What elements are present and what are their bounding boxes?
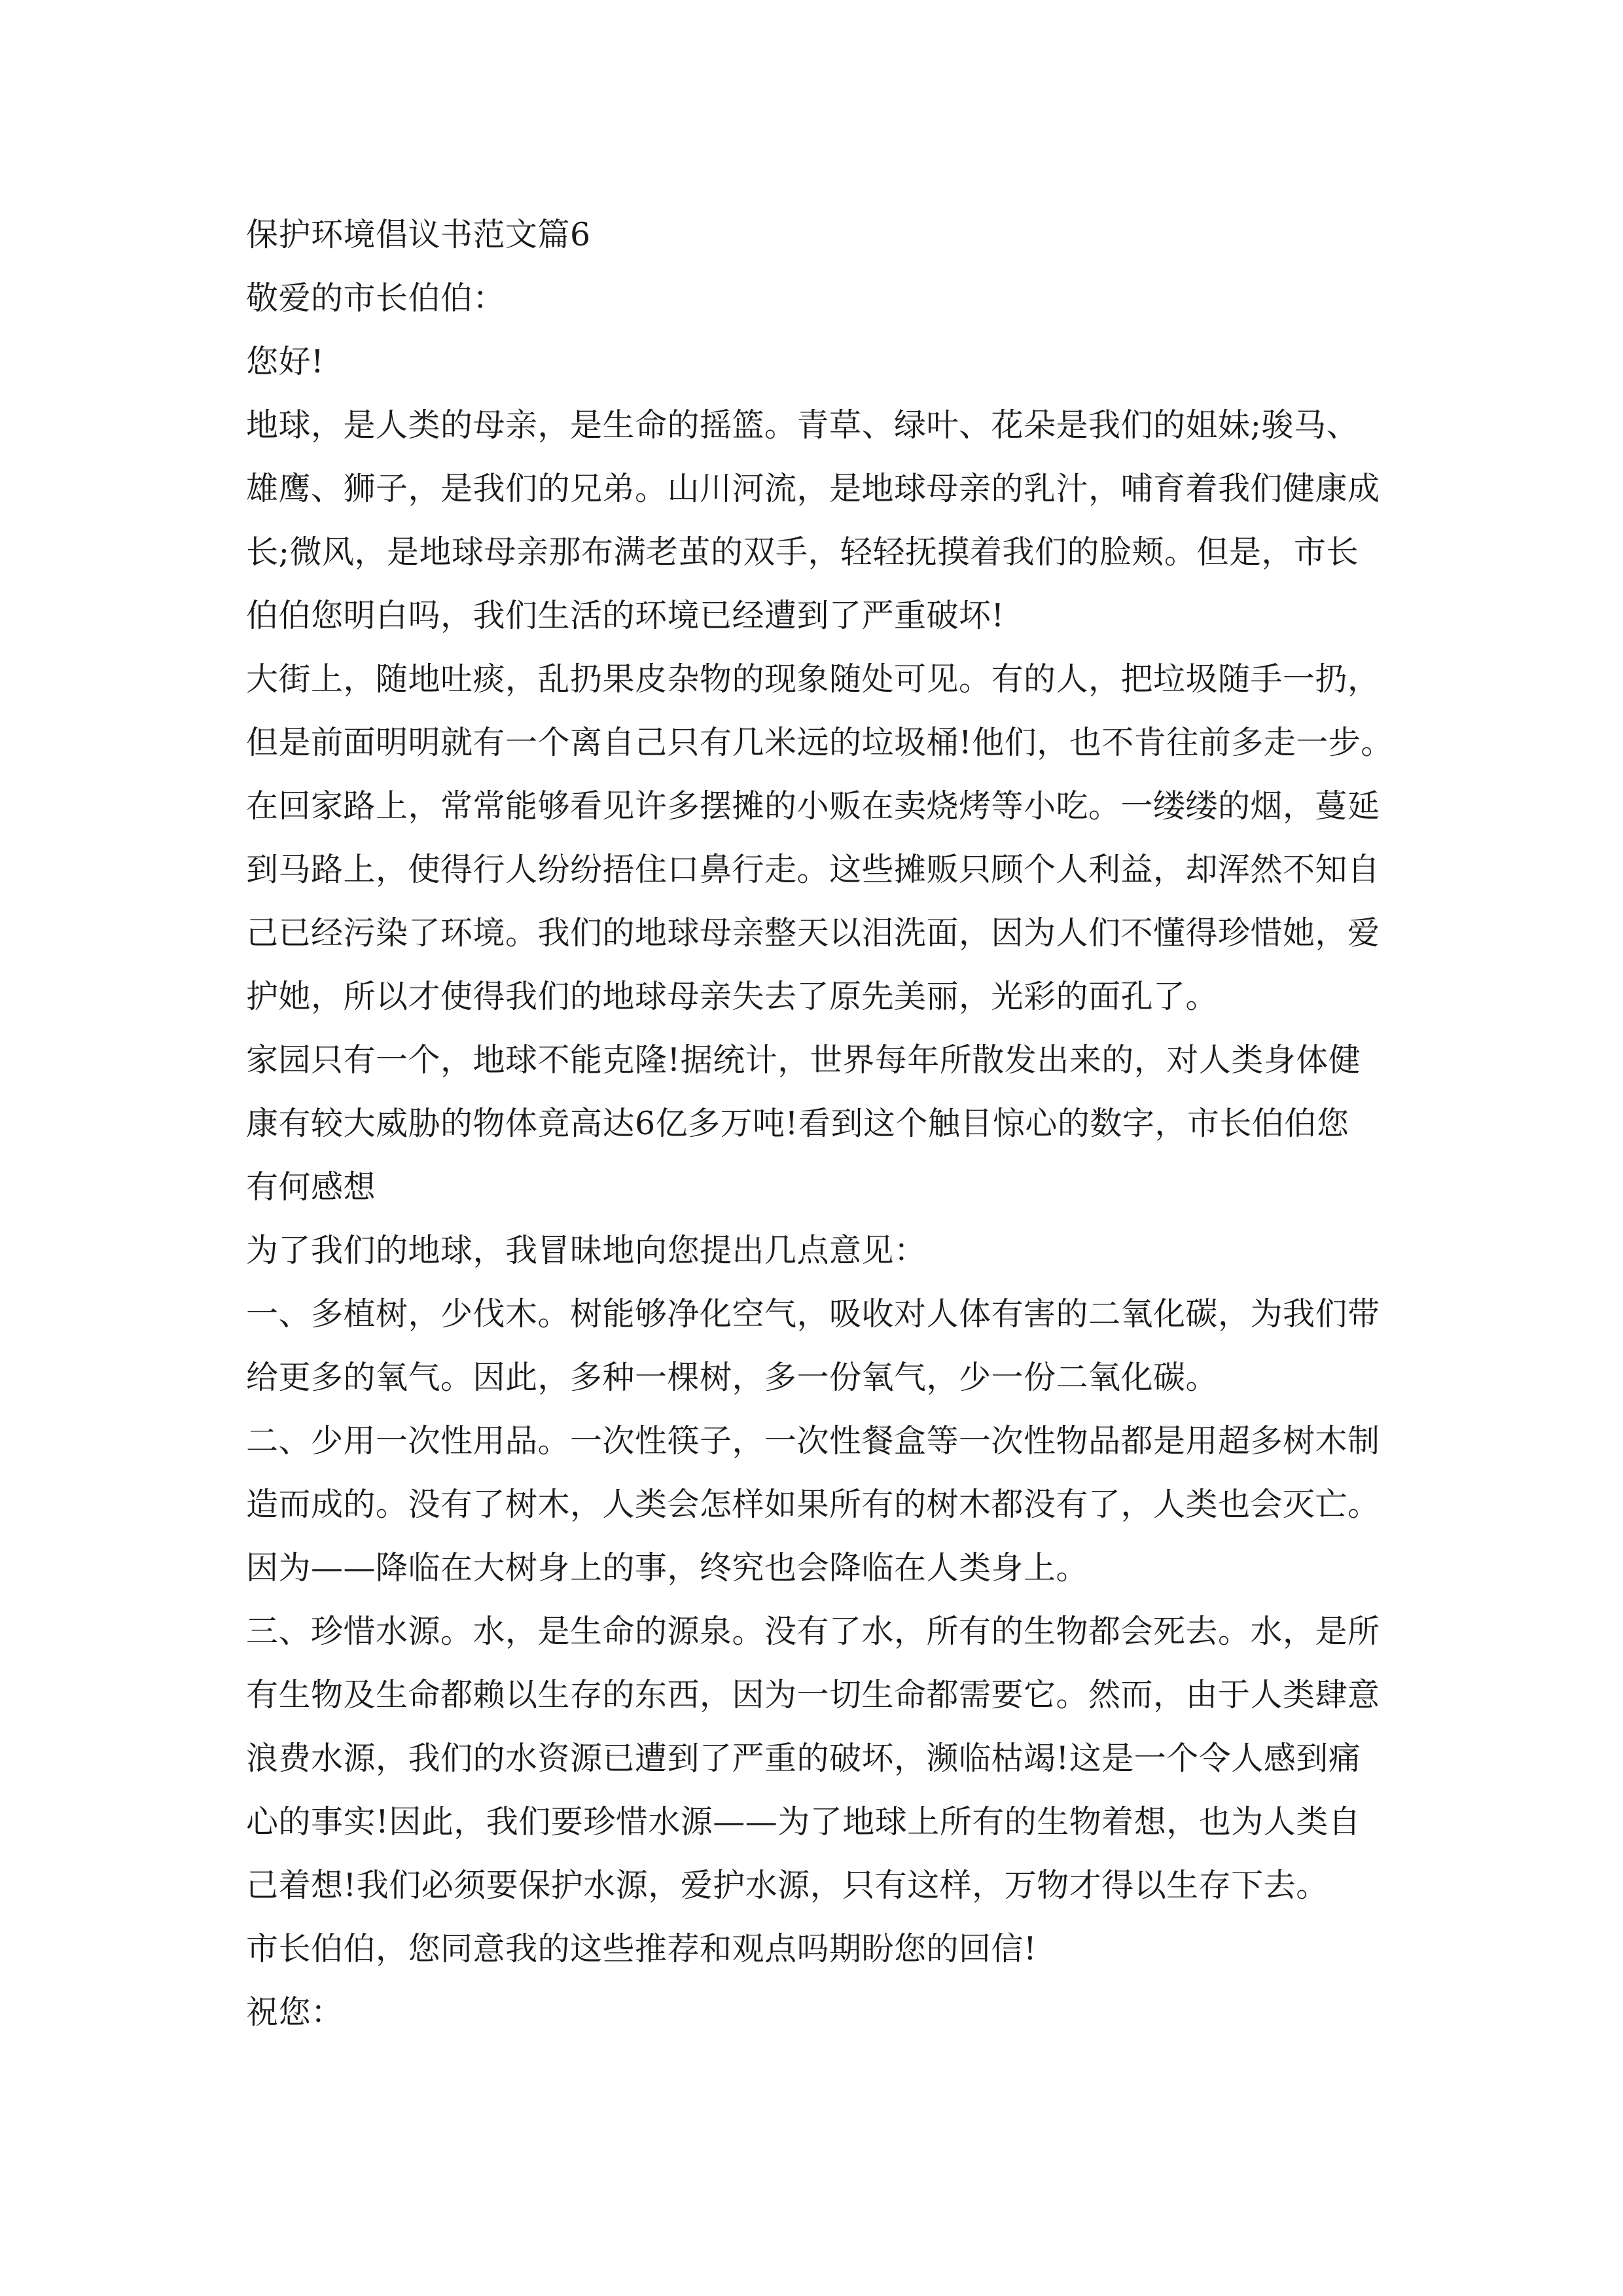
document-title: 保护环境倡议书范文篇6 (246, 216, 591, 253)
paragraph: 大街上，随地吐痰，乱扔果皮杂物的现象随处可见。有的人，把垃圾随手一扔， 但是前面明明就有一个离自己只有几米远的垃圾桶!他们，也不肯往前多走一步。 在回家路上，常常能够看见许多摆摊的小贩在卖烧烤等小吃。一缕缕的烟，蔓延 到马路上，使得行人纷纷捂住口鼻行走。这些摊贩只顾个人利益，却浑然不知自 己已经污染了环境。我们的地球母亲整天以泪洗面，因为人们不懂得珍惜她，爱 护她，所以才使得我们的地球母亲失去了原先美丽，光彩的面孔了。 (246, 660, 1393, 1015)
closing: 祝您： (246, 1994, 344, 2031)
paragraph: 市长伯伯，您同意我的这些推荐和观点吗期盼您的回信! (246, 1930, 1037, 1967)
greeting: 您好! (246, 343, 325, 380)
paragraph: 为了我们的地球，我冒昧地向您提出几点意见： (246, 1232, 927, 1269)
paragraph: 家园只有一个，地球不能克隆!据统计，世界每年所散发出来的，对人类身体健 康有较大威胁的物体竟高达6亿多万吨!看到这个触目惊心的数字，市长伯伯您 有何感想 (246, 1041, 1361, 1206)
paragraph: 三、珍惜水源。水，是生命的源泉。没有了水，所有的生物都会死去。水，是所 有生物及生命都赖以生存的东西，因为一切生命都需要它。然而，由于人类肆意 浪费水源，我们的水资源已遭到了严重的破坏，濒临枯竭!这是一个令人感到痛 心的事实!因此，我们要珍惜水源——为了地球上所有的生物着想，也为人类自 己着想!我们必须要保护水源，爱护水源，只有这样，万物才得以生存下去。 (246, 1613, 1380, 1904)
document-body (246, 203, 1398, 2044)
paragraph: 一、多植树，少伐木。树能够净化空气，吸收对人体有害的二氧化碳，为我们带 给更多的氧气。因此，多种一棵树，多一份氧气，少一份二氧化碳。 (246, 1295, 1380, 1396)
salutation: 敬爱的市长伯伯： (246, 279, 506, 317)
paragraph: 二、少用一次性用品。一次性筷子，一次性餐盒等一次性物品都是用超多树木制 造而成的。没有了树木，人类会怎样如果所有的树木都没有了，人类也会灭亡。 因为——降临在大树身上的事，终究也会降临在人类身上。 (246, 1422, 1380, 1587)
paragraph: 地球，是人类的母亲，是生命的摇篮。青草、绿叶、花朵是我们的姐妹;骏马、 雄鹰、狮子，是我们的兄弟。山川河流，是地球母亲的乳汁，哺育着我们健康成 长;微风，是地球母亲那布满老茧的双手，轻轻抚摸着我们的脸颊。但是，市长 伯伯您明白吗，我们生活的环境已经遭到了严重破坏! (246, 406, 1380, 634)
